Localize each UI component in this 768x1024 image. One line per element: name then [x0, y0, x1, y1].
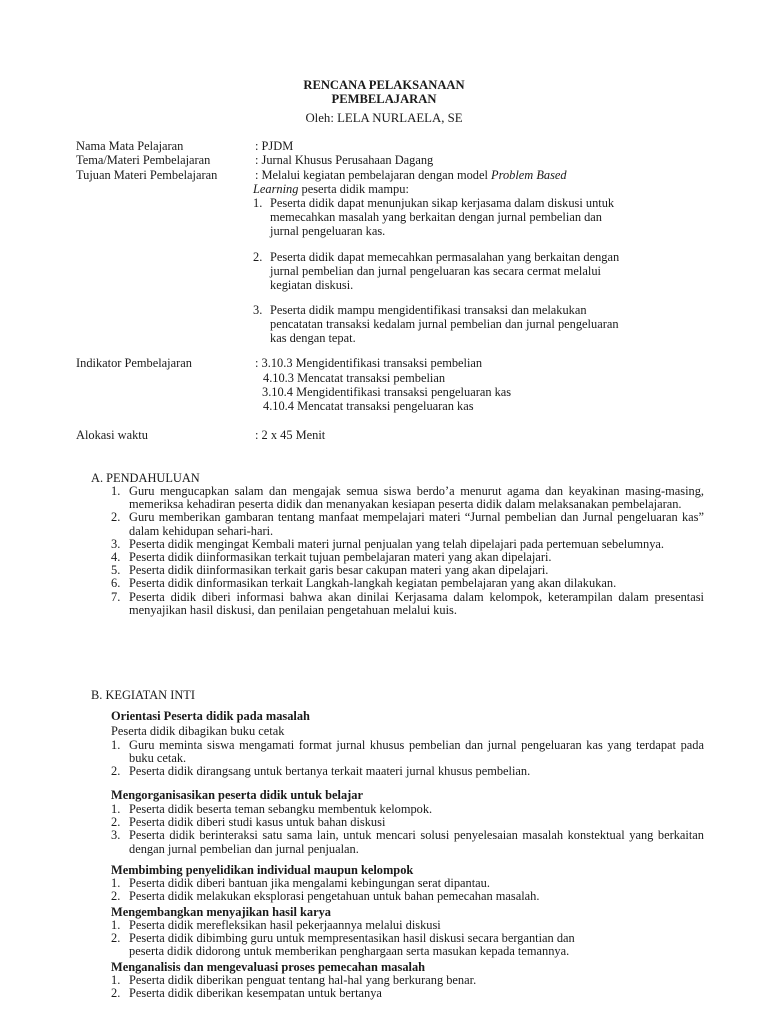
- item-number: 2.: [111, 510, 121, 525]
- item-text: Peserta didik diberikan kesempatan untuk bertanya: [129, 986, 382, 1001]
- orientasi-intro: Peserta didik dibagikan buku cetak: [111, 724, 285, 738]
- goal-line: Peserta didik mampu mengidentifikasi transaksi dan melakukan: [270, 303, 587, 317]
- goal-model-name-cont: Learning: [253, 182, 299, 196]
- list-item: [111, 485, 704, 511]
- time-value: : 2 x 45 Menit: [255, 428, 326, 442]
- mengembangkan-list: [111, 919, 704, 959]
- item-text: Peserta didik diberikan penguat tentang hal-hal yang berkurang benar.: [129, 973, 477, 987]
- item-number: 2.: [111, 764, 121, 779]
- item-text: Peserta didik dirangsang untuk bertanya terkait maateri jurnal khusus pembelian.: [129, 764, 531, 779]
- item-text: Peserta didik diberi informasi bahwa akan dinilai Kerjasama dalam kelompok, keterampilan dalam presentasi menyajikan hasil diskusi, dan penilaian pengetahuan melalui kuis.: [129, 589, 704, 617]
- mengorganisasikan-list: [111, 803, 704, 856]
- goal-number: 3.: [253, 303, 263, 317]
- goal-line: jurnal pembelian dan jurnal pengeluaran kas secara cermat melalui: [270, 264, 601, 279]
- subsection-orientasi: Orientasi Peserta didik pada masalah: [111, 709, 310, 723]
- item-number: 2.: [111, 889, 121, 904]
- item-number: 1.: [111, 802, 121, 816]
- list-item: [111, 765, 704, 778]
- item-text: Peserta didik diinformasikan terkait garis besar cakupan materi yang akan dipelajari.: [129, 563, 549, 578]
- item-text: Guru meminta siswa mengamati format jurnal khusus pembelian dan jurnal pengeluaran kas yang terdapat pada buku cetak.: [129, 738, 704, 766]
- item-text-line: peserta didik didorong untuk memberikan penghargaan serta masukan kepada temannya.: [129, 944, 570, 959]
- document-title-line2: PEMBELAJARAN: [331, 92, 437, 106]
- item-text: Guru memberikan gambaran tentang manfaat mempelajari materi “Jurnal pembelian dan Jurnal pengeluaran kas” dalam kehidupan sehari-hari.: [129, 510, 704, 538]
- item-number: 1.: [111, 918, 121, 932]
- item-text: Peserta didik diberi bantuan jika mengalami kebingungan serat dipantau.: [129, 876, 490, 890]
- subject-label: Nama Mata Pelajaran: [76, 139, 184, 153]
- subsection-mengembangkan: Mengembangkan menyajikan hasil karya: [111, 905, 331, 919]
- subsection-mengorganisasikan: Mengorganisasikan peserta didik untuk belajar: [111, 788, 363, 802]
- item-number: 3.: [111, 828, 121, 843]
- item-number: 3.: [111, 536, 121, 551]
- goal-line: jurnal pengeluaran kas.: [270, 224, 386, 239]
- membimbing-list: [111, 877, 704, 903]
- list-item: [111, 591, 704, 617]
- list-item: [111, 890, 704, 903]
- goal-line: Peserta didik dapat menunjukan sikap kerjasama dalam diskusi untuk: [270, 196, 615, 210]
- goal-number: 1.: [253, 196, 263, 210]
- item-number: 1.: [111, 876, 121, 890]
- item-number: 1.: [111, 484, 121, 498]
- goal-number: 2.: [253, 250, 263, 264]
- item-text: Peserta didik melakukan eksplorasi pengetahuan untuk bahan pemecahan masalah.: [129, 889, 540, 904]
- goal-intro-text: : Melalui kegiatan pembelajaran dengan model: [255, 168, 492, 182]
- section-heading-kegiatan-inti: B. KEGIATAN INTI: [91, 688, 195, 702]
- goal-model-name: Problem Based: [491, 168, 567, 182]
- goal-label: Tujuan Materi Pembelajaran: [76, 168, 218, 182]
- goal-intro-line2: [253, 182, 409, 196]
- item-number: 4.: [111, 550, 121, 565]
- item-number: 1.: [111, 973, 121, 987]
- list-item: [111, 829, 704, 855]
- list-item: [111, 987, 704, 1000]
- indicator-item: 3.10.4 Mengidentifikasi transaksi pengeluaran kas: [262, 385, 512, 399]
- pendahuluan-list: [111, 485, 704, 617]
- item-text: Guru mengucapkan salam dan mengajak semua siswa berdo’a menurut agama dan keyakinan masing-masing, memeriksa kehadiran peserta didik dan menanyakan kesiapan peserta didik dalam melaksanakan pembelajaran.: [129, 484, 704, 512]
- item-text: Peserta didik diberi studi kasus untuk bahan diskusi: [129, 815, 386, 830]
- indicator-label: Indikator Pembelajaran: [76, 356, 192, 370]
- item-text: Peserta didik berinteraksi satu sama lain, untuk mencari solusi penyelesaian masalah konstektual yang berkaitan dengan jurnal pembelian dan jurnal penjualan.: [129, 828, 704, 856]
- goal-line: Peserta didik dapat memecahkan permasalahan yang berkaitan dengan: [270, 250, 620, 264]
- list-item: [111, 932, 704, 958]
- goal-line: kas dengan tepat.: [270, 331, 356, 346]
- subject-value: : PJDM: [255, 139, 294, 153]
- item-text: Peserta didik diinformasikan terkait tujuan pembelajaran materi yang akan dipelajari.: [129, 550, 552, 565]
- time-label: Alokasi waktu: [76, 428, 148, 442]
- indicator-item: : 3.10.3 Mengidentifikasi transaksi pembelian: [255, 356, 483, 370]
- item-text: Peserta didik beserta teman sebangku membentuk kelompok.: [129, 802, 433, 816]
- item-number: 2.: [111, 986, 121, 1001]
- item-number: 5.: [111, 563, 121, 578]
- item-number: 1.: [111, 738, 121, 752]
- goal-line: kegiatan diskusi.: [270, 278, 354, 293]
- list-item: [111, 739, 704, 765]
- section-heading-pendahuluan: A. PENDAHULUAN: [91, 471, 200, 485]
- item-number: 2.: [111, 815, 121, 830]
- item-text-line: Peserta didik dibimbing guru untuk mempresentasikan hasil diskusi secara bergantian dan: [129, 931, 575, 946]
- subsection-membimbing: Membimbing penyelidikan individual maupun kelompok: [111, 863, 414, 877]
- goal-line: memecahkan masalah yang berkaitan dengan jurnal pembelian dan: [270, 210, 602, 225]
- topic-label: Tema/Materi Pembelajaran: [76, 153, 211, 167]
- item-text: Peserta didik dinformasikan terkait Langkah-langkah kegiatan pembelajaran yang akan dilakukan.: [129, 576, 617, 591]
- subsection-menganalisis: Menganalisis dan mengevaluasi proses pemecahan masalah: [111, 960, 426, 974]
- orientasi-list: [111, 739, 704, 779]
- item-text: Peserta didik mengingat Kembali materi jurnal penjualan yang telah dipelajari pada pertemuan sebelumnya.: [129, 536, 665, 551]
- indicator-item: 4.10.4 Mencatat transaksi pengeluaran kas: [263, 399, 474, 413]
- goal-item: [253, 250, 698, 293]
- goal-intro-text-cont: peserta didik mampu:: [298, 182, 409, 196]
- goal-intro-line1: [255, 168, 567, 182]
- item-number: 7.: [111, 589, 121, 604]
- indicator-item: 4.10.3 Mencatat transaksi pembelian: [263, 371, 446, 385]
- item-number: 6.: [111, 576, 121, 591]
- author-line: Oleh: LELA NURLAELA, SE: [305, 111, 463, 125]
- list-item: [111, 511, 704, 537]
- goal-line: pencatatan transaksi kedalam jurnal pembelian dan jurnal pengeluaran: [270, 317, 619, 332]
- item-number: 2.: [111, 931, 121, 946]
- menganalisis-list: [111, 974, 704, 1000]
- goal-item: [253, 196, 698, 239]
- document-title-line1: RENCANA PELAKSANAAN: [303, 78, 465, 92]
- item-text: Peserta didik merefleksikan hasil pekerjaannya melalui diskusi: [129, 918, 441, 932]
- goal-item: [253, 303, 698, 346]
- topic-value: : Jurnal Khusus Perusahaan Dagang: [255, 153, 434, 167]
